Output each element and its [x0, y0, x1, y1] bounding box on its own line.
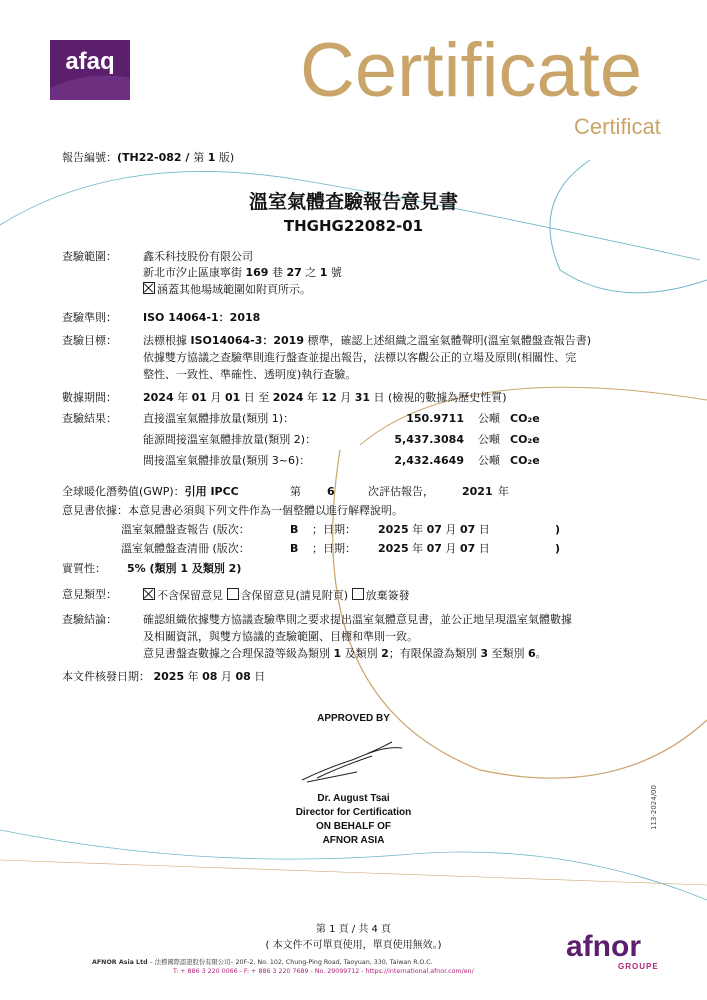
- scope-label: 查驗範圍：: [62, 250, 117, 263]
- unqualified-checkbox[interactable]: [143, 588, 155, 600]
- result-name: 能源間接溫室氣體排放量(類別 2)：: [143, 433, 317, 446]
- qualified-checkbox[interactable]: [227, 588, 239, 600]
- basis-doc-date-label: ；日期：: [312, 523, 356, 536]
- result-unit: 公噸: [478, 412, 500, 425]
- signature-image: [297, 738, 407, 788]
- result-unit: 公噸: [478, 433, 500, 446]
- footer-address: AFNOR Asia Ltd – 法標國際認證股份有限公司– 20F-2, No. 102, Chung-Ping Road, Taoyuan, 330, Taiwan R.O.C.: [92, 959, 433, 966]
- basis-doc-date: 2025 年 07 月 07 日: [378, 542, 490, 555]
- result-unit-co2e: CO₂e: [510, 454, 540, 467]
- scope-checkbox[interactable]: [143, 282, 155, 294]
- gwp-year-unit: 年: [498, 485, 509, 498]
- issue-date: 本文件核發日期： 2025 年 08 月 08 日: [62, 670, 266, 683]
- result-name: 間接溫室氣體排放量(類別 3~6)：: [143, 454, 311, 467]
- result-value: 5,437.3084: [394, 433, 464, 446]
- basis-doc-close: ): [555, 523, 561, 536]
- basis-doc-date-label: ；日期：: [312, 542, 356, 555]
- certificat-subtitle: Certificat: [574, 114, 661, 139]
- afnor-groupe: GROUPE: [618, 962, 659, 971]
- result-unit-co2e: CO₂e: [510, 412, 540, 425]
- result-name: 直接溫室氣體排放量(類別 1)：: [143, 412, 295, 425]
- document-title: 溫室氣體查驗報告意見書: [248, 191, 458, 213]
- page-note: ( 本文件不可單頁使用，單頁使用無效。): [265, 940, 442, 951]
- approved-by: APPROVED BY: [317, 713, 390, 724]
- objective-label: 查驗目標：: [62, 334, 117, 347]
- basis-doc-version: B: [290, 542, 299, 555]
- conclusion-line3: 意見書盤查數據之合理保證等級為類別 1 及類別 2；有限保證為類別 3 至類別 6。: [143, 647, 547, 660]
- scope-address: 新北市汐止區康寧街 169 巷 27 之 1 號: [143, 266, 342, 279]
- materiality-label: 實質性：: [62, 562, 106, 575]
- afaq-logo: [50, 40, 130, 100]
- report-number: 報告編號：(TH22-082 / 第 1 版): [62, 151, 235, 164]
- period-value: 2024 年 01 月 01 日 至 2024 年 12 月 31 日 (檢視的數據為歷史性質): [143, 391, 507, 404]
- basis-line: 意見書依據：本意見書必須與下列文件作為一個整體以進行解釋說明。: [62, 504, 403, 517]
- footer-contact: T: + 886 3 220 0066 - F: + 886 3 220 7689 - No. 29099712 - https://international.afnor.com/en/: [173, 968, 474, 975]
- certificate-title: Certificate: [300, 28, 643, 113]
- afaq-logo-text: afaq: [65, 48, 115, 75]
- gwp-text: 次評估報告，: [368, 485, 434, 498]
- result-value: 150.9711: [406, 412, 464, 425]
- basis-doc-version: B: [290, 523, 299, 536]
- result-unit: 公噸: [478, 454, 500, 467]
- basis-doc-name: 溫室氣體盤查清冊 (版次：: [121, 542, 250, 555]
- opinion-type-label: 意見類型：: [62, 588, 117, 601]
- period-label: 數據期間：: [62, 391, 117, 404]
- result-unit-co2e: CO₂e: [510, 433, 540, 446]
- gwp-label: 全球暖化潛勢值(GWP)：引用 IPCC: [62, 485, 239, 498]
- side-code: 113-2024/00: [650, 785, 658, 830]
- approver-org: AFNOR ASIA: [322, 835, 385, 846]
- opinion-type-options: 不含保留意見 含保留意見(請見附頁) 放棄簽發: [143, 588, 410, 603]
- document-code: THGHG22082-01: [283, 217, 424, 235]
- objective-line1: 法標根據 ISO14064-3：2019 標準，確認上述組織之溫室氣體聲明(溫室氣體盤查報告書): [143, 334, 592, 347]
- objective-line3: 整性、一致性、準確性、透明度)執行查驗。: [143, 368, 357, 381]
- approver-role: Director for Certification: [295, 807, 412, 818]
- criteria-value: ISO 14064-1：2018: [143, 311, 261, 324]
- gwp-year: 2021: [462, 485, 493, 498]
- conclusion-line1: 確認組織依據雙方協議查驗準則之要求提出溫室氣體意見書，並公正地呈現溫室氣體數據: [143, 613, 572, 626]
- conclusion-line2: 及相關資訊，與雙方協議的查驗範圍、目標和準則一致。: [143, 630, 418, 643]
- scope-other-sites: 涵蓋其他場域範圍如附頁所示。: [143, 282, 311, 297]
- basis-doc-close: ): [555, 542, 561, 555]
- waiver-checkbox[interactable]: [352, 588, 364, 600]
- result-value: 2,432.4649: [394, 454, 464, 467]
- page-number: 第 1 頁 / 共 4 頁: [315, 924, 392, 935]
- criteria-label: 查驗準則：: [62, 311, 117, 324]
- conclusion-label: 查驗結論：: [62, 613, 117, 626]
- scope-company: 鑫禾科技股份有限公司: [143, 250, 253, 263]
- approver-name: Dr. August Tsai: [317, 793, 390, 804]
- materiality-value: 5% (類別 1 及類別 2): [127, 562, 242, 575]
- gwp-number: 6: [327, 485, 335, 498]
- objective-line2: 依據雙方協議之查驗準則進行盤查並提出報告，法標以客觀公正的立場及原則(相關性、完: [143, 351, 577, 364]
- afnor-logo: afnor: [566, 930, 641, 963]
- basis-doc-name: 溫室氣體盤查報告 (版次：: [121, 523, 250, 536]
- approver-behalf: ON BEHALF OF: [316, 821, 391, 832]
- basis-doc-date: 2025 年 07 月 07 日: [378, 523, 490, 536]
- results-label: 查驗結果：: [62, 412, 117, 425]
- gwp-di: 第: [290, 485, 301, 498]
